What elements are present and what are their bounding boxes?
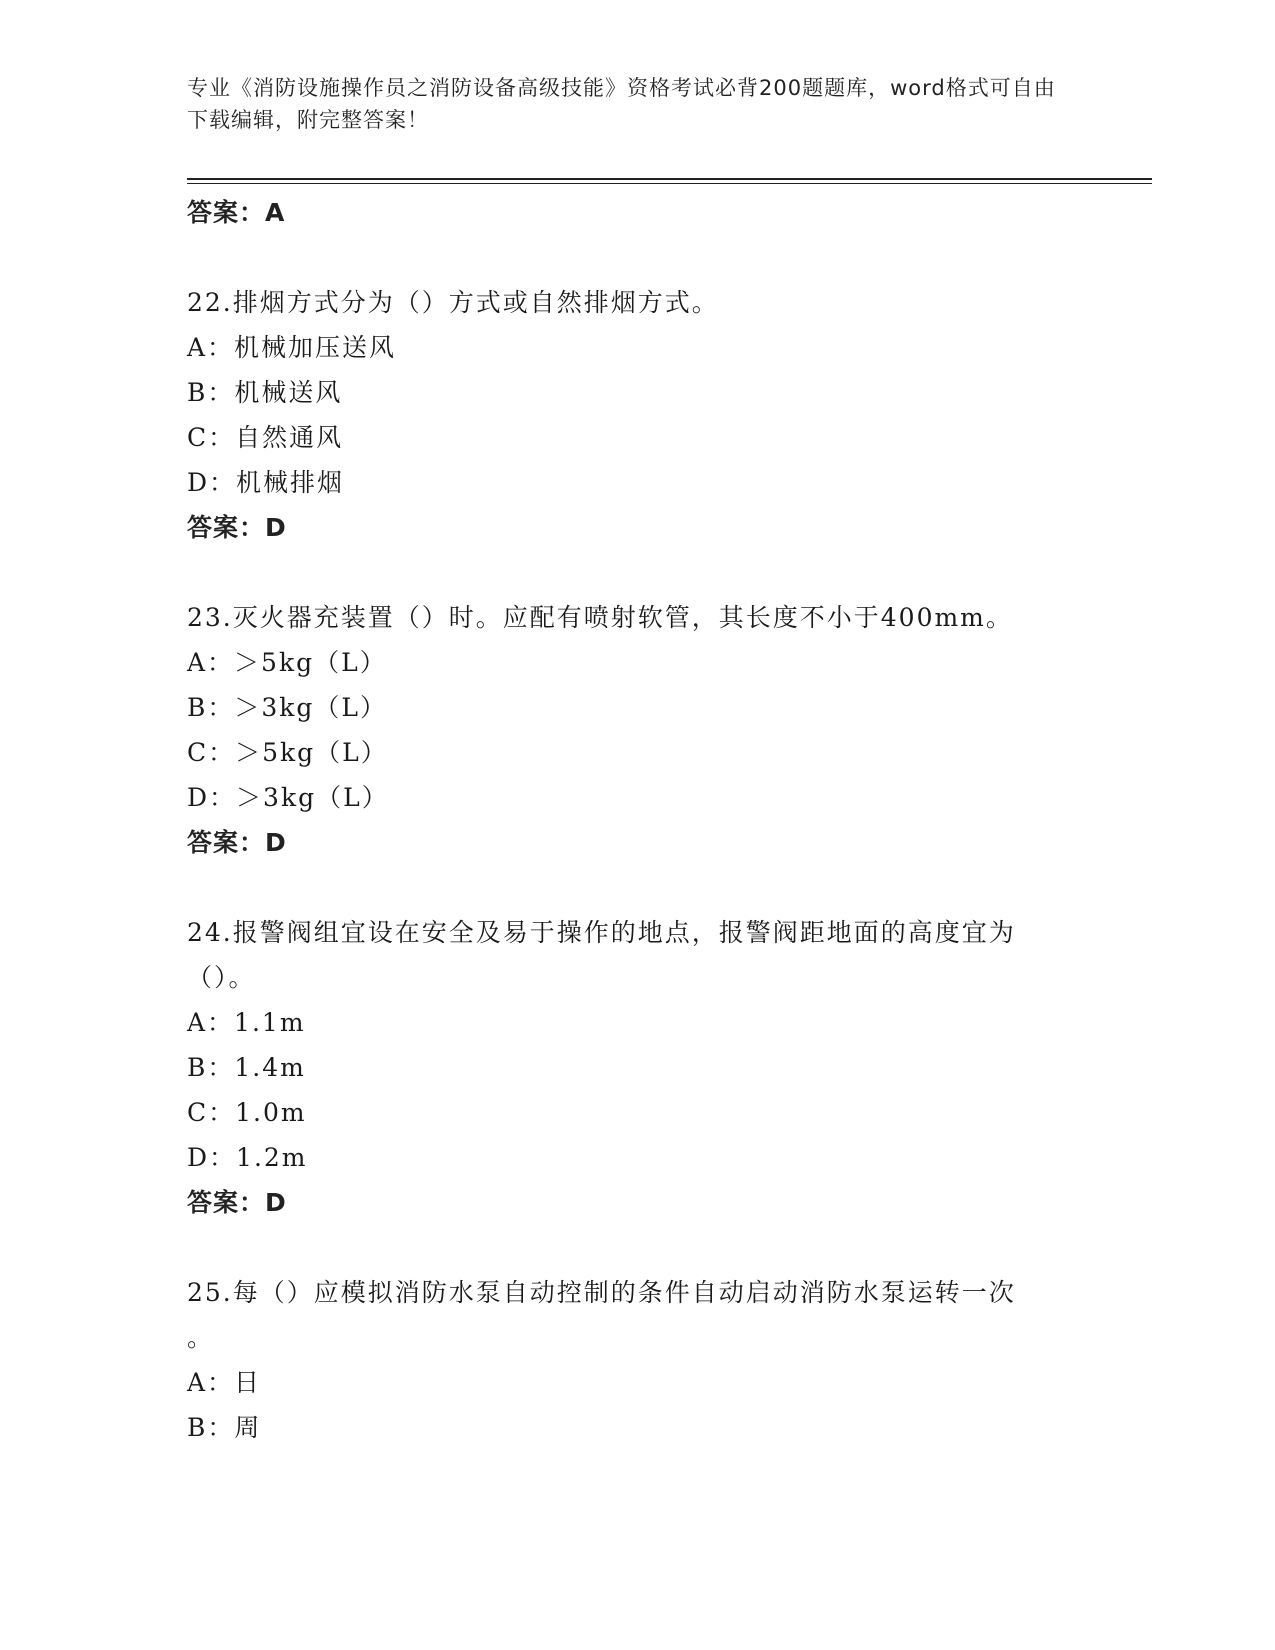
question-24-answer: 答案：D bbox=[187, 1188, 287, 1217]
question-24-stem-line2: （）。 bbox=[187, 963, 256, 992]
question-list bbox=[187, 190, 1087, 1450]
spacer bbox=[187, 1225, 1087, 1270]
question-25-stem-line2: 。 bbox=[187, 1323, 215, 1352]
question-25-option-b: B：周 bbox=[187, 1413, 262, 1442]
spacer bbox=[187, 235, 1087, 280]
question-23-option-c: C：＞5kg（L） bbox=[187, 738, 388, 767]
page-header: 专业《消防设施操作员之消防设备高级技能》资格考试必背200题题库，word格式可自由下载编辑，附完整答案！ bbox=[187, 76, 1056, 132]
spacer bbox=[187, 865, 1087, 910]
question-23-option-a: A：＞5kg（L） bbox=[187, 648, 387, 677]
answer-21: 答案：A bbox=[187, 198, 286, 227]
question-24-option-b: B：1.4m bbox=[187, 1053, 306, 1082]
spacer bbox=[187, 550, 1087, 595]
question-23-option-d: D：＞3kg（L） bbox=[187, 783, 389, 812]
question-22-option-b: B：机械送风 bbox=[187, 378, 343, 407]
question-23-stem: 23.灭火器充装置（）时。应配有喷射软管，其长度不小于400mm。 bbox=[187, 603, 1013, 632]
question-24-option-d: D：1.2m bbox=[187, 1143, 308, 1172]
question-24-option-c: C：1.0m bbox=[187, 1098, 307, 1127]
header-divider-thick bbox=[187, 178, 1152, 180]
header-divider-thin bbox=[187, 183, 1152, 184]
question-25-option-a: A：日 bbox=[187, 1368, 262, 1397]
question-22-answer: 答案：D bbox=[187, 513, 287, 542]
question-24-stem-line1: 24.报警阀组宜设在安全及易于操作的地点，报警阀距地面的高度宜为 bbox=[187, 918, 1016, 947]
question-23-answer: 答案：D bbox=[187, 828, 287, 857]
question-24-option-a: A：1.1m bbox=[187, 1008, 306, 1037]
question-25-stem-line1: 25.每（）应模拟消防水泵自动控制的条件自动启动消防水泵运转一次 bbox=[187, 1278, 1016, 1307]
question-23-option-b: B：＞3kg（L） bbox=[187, 693, 388, 722]
question-22-stem: 22.排烟方式分为（）方式或自然排烟方式。 bbox=[187, 288, 719, 317]
question-22-option-c: C：自然通风 bbox=[187, 423, 344, 452]
question-22-option-a: A：机械加压送风 bbox=[187, 333, 397, 362]
question-22-option-d: D：机械排烟 bbox=[187, 468, 345, 497]
